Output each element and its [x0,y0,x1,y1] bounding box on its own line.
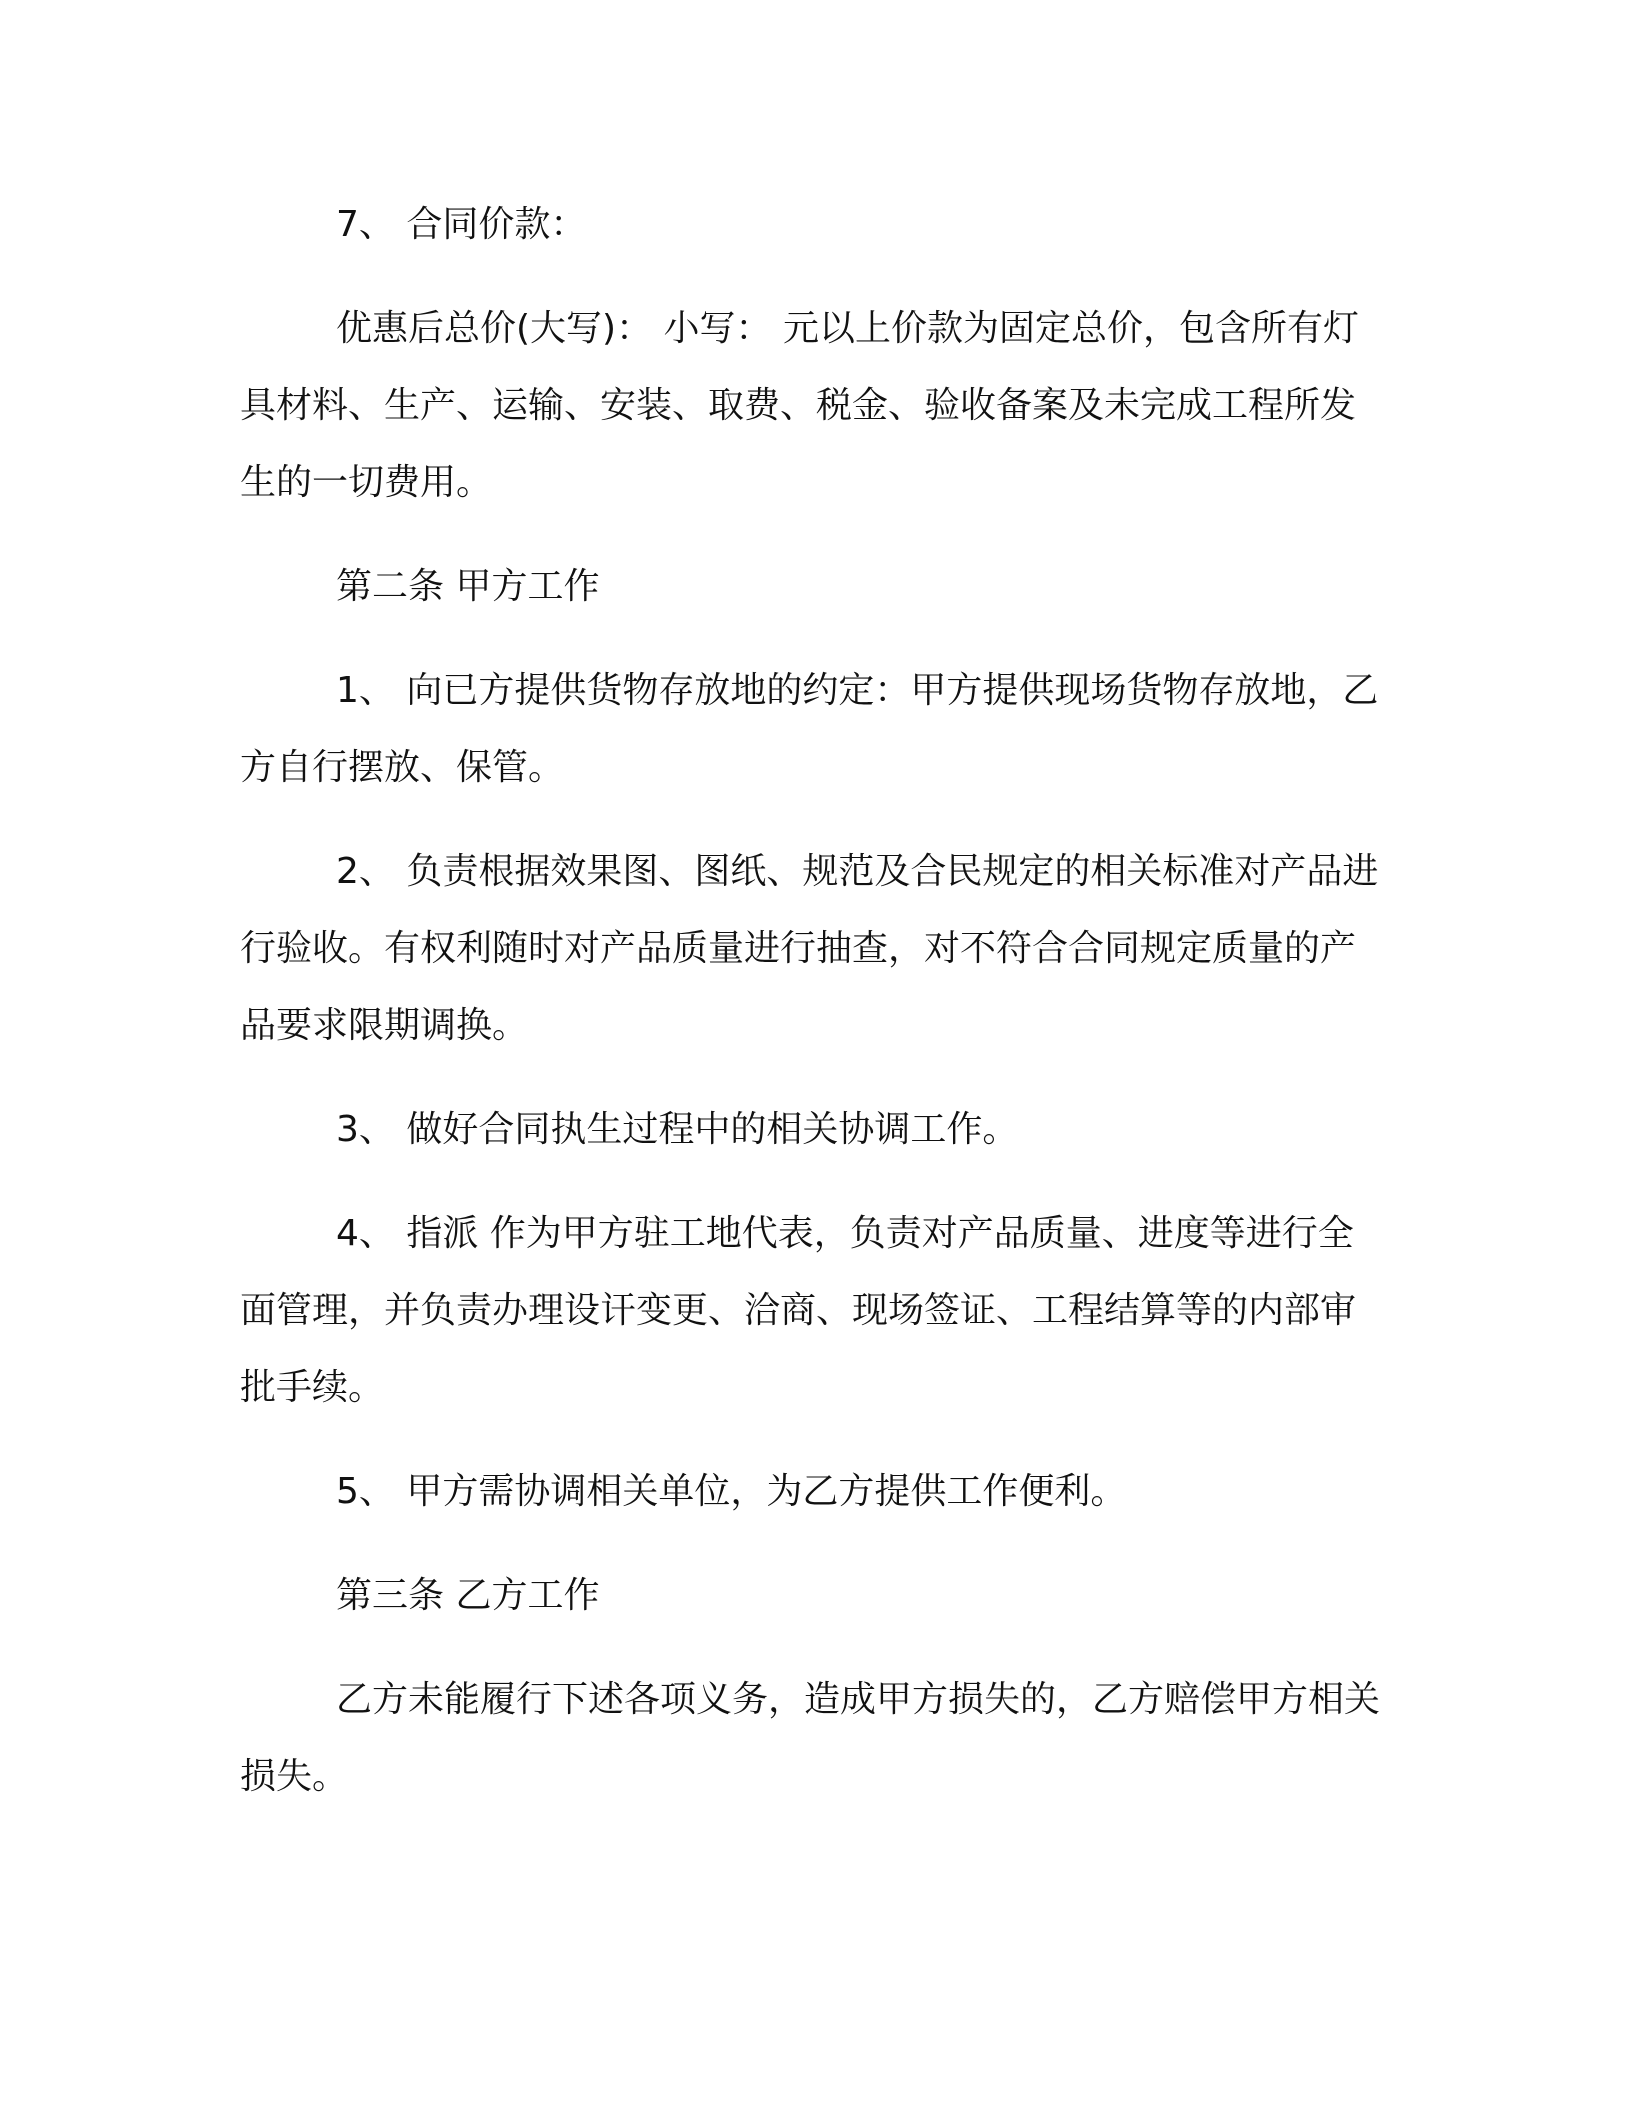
party-a-item-2: 2、 负责根据效果图、图纸、规范及合民规定的相关标准对产品进行验收。有权利随时对产品质量进行抽查，对不符合合同规定质量的产品要求限期调换。 [240,851,1379,1046]
article-2-heading: 第二条 甲方工作 [336,566,600,607]
party-a-item-4: 4、 指派 作为甲方驻工地代表，负责对产品质量、进度等进行全面管理，并负责办理设讦变更、洽商、现场签证、工程结算等的内部审批手续。 [240,1213,1357,1408]
party-a-item-3: 3、 做好合同执生过程中的相关协调工作。 [336,1109,1019,1150]
party-b-intro: 乙方未能履行下述各项义务，造成甲方损失的，乙方赔偿甲方相关损失。 [240,1679,1381,1797]
clause-7-heading: 7、 合同价款： [336,204,587,245]
party-a-item-5: 5、 甲方需协调相关单位，为乙方提供工作便利。 [336,1471,1127,1512]
total-price-paragraph: 优惠后总价(大写)： 小写： 元以上价款为固定总价，包含所有灯具材料、生产、运输、安装、取费、税金、验收备案及未完成工程所发生的一切费用。 [240,308,1359,503]
article-3-heading: 第三条 乙方工作 [336,1575,600,1616]
party-a-item-1: 1、 向已方提供货物存放地的约定：甲方提供现场货物存放地，乙方自行摆放、保管。 [240,670,1379,788]
document-body [240,186,1385,1842]
